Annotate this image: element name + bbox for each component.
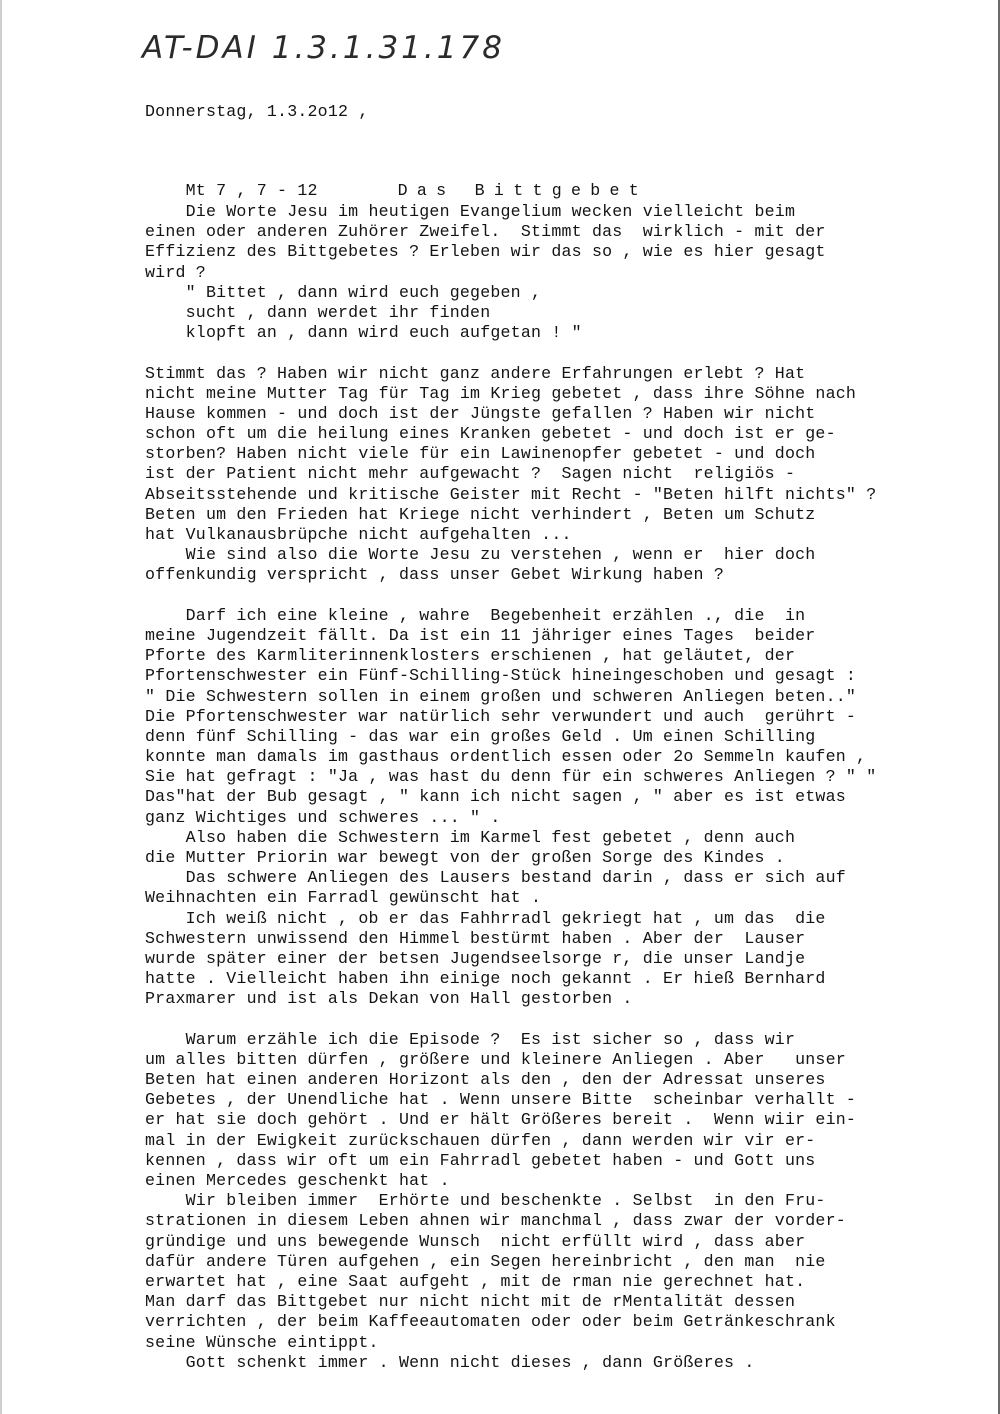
- archive-reference-handwritten: AT-DAI 1.3.1.31.178: [142, 30, 505, 66]
- text-line: " Bittet , dann wird euch gegeben ,: [145, 282, 542, 302]
- text-line: " Die Schwestern sollen in einem großen und schweren Anliegen beten..": [145, 686, 857, 706]
- text-line: einen Mercedes geschenkt hat .: [145, 1171, 450, 1190]
- scripture-reference: Mt 7 , 7 - 12: [185, 181, 318, 200]
- text-line: Das schwere Anliegen des Lausers bestand darin , dass er sich auf: [145, 868, 846, 888]
- date-line: Donnerstag, 1.3.2o12 ,: [145, 102, 369, 121]
- text-line: Ich weiß nicht , ob er das Fahhrradl gekriegt hat , um das die: [145, 908, 826, 928]
- text-line: meine Jugendzeit fällt. Da ist ein 11 jähriger eines Tages beider: [145, 625, 816, 645]
- document-body: [145, 202, 876, 1373]
- text-line: wird ?: [145, 262, 206, 282]
- text-line: schon oft um die heilung eines Kranken gebetet - und doch ist er ge-: [145, 424, 836, 444]
- text-line: Gott schenkt immer . Wenn nicht dieses , dann Größeres .: [145, 1352, 755, 1372]
- text-line: wurde später einer der betsen Jugendseelsorge r, die unser Landje: [145, 948, 806, 968]
- text-line: Wir bleiben immer Erhörte und beschenkte . Selbst in den Fru-: [145, 1191, 826, 1211]
- text-line: Beten hat einen anderen Horizont als den , den der Adressat unseres: [145, 1070, 826, 1090]
- text-line: einen oder anderen Zuhörer Zweifel. Stimmt das wirklich - mit der: [145, 222, 826, 242]
- text-line: Effizienz des Bittgebetes ? Erleben wir das so , wie es hier gesagt: [145, 242, 826, 262]
- text-line: Weihnachten ein Farradl gewünscht hat .: [145, 888, 542, 908]
- text-line: Sie hat gefragt : "Ja , was hast du denn für ein schweres Anliegen ? " ": [145, 767, 877, 787]
- text-line: sucht , dann werdet ihr finden: [145, 302, 491, 322]
- text-line: denn fünf Schilling - das war ein großes Geld . Um einen Schilling: [145, 726, 816, 746]
- text-line: verrichten , der beim Kaffeeautomaten oder oder beim Getränkeschrank: [145, 1312, 836, 1332]
- text-line: klopft an , dann wird euch aufgetan ! ": [145, 323, 582, 343]
- paragraph: [145, 202, 876, 343]
- text-line: konnte man damals im gasthaus ordentlich essen oder 2o Semmeln kaufen ,: [145, 747, 867, 767]
- text-line: hatte . Vielleicht haben ihn einige noch gekannt . Er hieß Bernhard: [145, 969, 826, 989]
- text-line: Praxmarer und ist als Dekan von Hall gestorben .: [145, 989, 633, 1009]
- text-line: Beten um den Frieden hat Kriege nicht verhindert , Beten um Schutz: [145, 504, 816, 524]
- text-line: nicht meine Mutter Tag für Tag im Krieg gebetet , dass ihre Söhne nach: [145, 383, 857, 403]
- paragraph-spacer: [145, 586, 876, 606]
- text-line: dafür andere Türen aufgehen , ein Segen hereinbricht , den man nie: [145, 1251, 826, 1271]
- text-line: Abseitsstehende und kritische Geister mit Recht - "Beten hilft nichts" ?: [145, 484, 877, 504]
- text-line: strationen in diesem Leben ahnen wir manchmal , dass zwar der vorder-: [145, 1211, 846, 1231]
- text-line: Gebetes , der Unendliche hat . Wenn unsere Bitte scheinbar verhallt -: [145, 1090, 857, 1110]
- text-line: ganz Wichtiges und schweres ... " .: [145, 807, 501, 827]
- text-line: Schwestern unwissend den Himmel bestürmt haben . Aber der Lauser: [145, 928, 806, 948]
- text-line: die Mutter Priorin war bewegt von der großen Sorge des Kindes .: [145, 848, 785, 867]
- text-line: offenkundig verspricht , dass unser Gebet Wirkung haben ?: [145, 565, 724, 585]
- text-line: kennen , dass wir oft um ein Fahrradl gebetet haben - und Gott uns: [145, 1150, 816, 1170]
- paragraph: [145, 364, 876, 586]
- text-line: ist der Patient nicht mehr aufgewacht ? Sagen nicht religiös -: [145, 464, 796, 484]
- text-line: Wie sind also die Worte Jesu zu verstehen , wenn er hier doch: [145, 545, 816, 565]
- text-line: gründige und uns bewegende Wunsch nicht erfüllt wird , dass aber: [145, 1231, 806, 1251]
- text-line: Die Pfortenschwester war natürlich sehr verwundert und auch gerührt -: [145, 706, 857, 726]
- paragraph-spacer: [145, 343, 876, 363]
- text-line: Das"hat der Bub gesagt , " kann ich nicht sagen , " aber es ist etwas: [145, 787, 846, 807]
- text-line: Pforte des Karmliterinnenklosters erschienen , hat geläutet, der: [145, 646, 796, 666]
- text-line: Man darf das Bittgebet nur nicht nicht mit de rMentalität dessen: [145, 1292, 796, 1312]
- text-line: mal in der Ewigkeit zurückschauen dürfen , dann werden wir vir er-: [145, 1130, 816, 1150]
- text-line: seine Wünsche eintippt.: [145, 1332, 379, 1352]
- paragraph: [145, 606, 876, 1010]
- text-line: storben? Haben nicht viele für ein Lawinenopfer gebetet - und doch: [145, 444, 816, 464]
- paragraph: [145, 1030, 876, 1373]
- text-line: Also haben die Schwestern im Karmel fest gebetet , denn auch: [145, 827, 796, 847]
- text-line: um alles bitten dürfen , größere und kleinere Anliegen . Aber unser: [145, 1049, 846, 1069]
- text-line: Hause kommen - und doch ist der Jüngste gefallen ? Haben wir nicht: [145, 403, 816, 423]
- text-line: Darf ich eine kleine , wahre Begebenheit erzählen ., die in: [145, 605, 806, 625]
- title-text: Das Bittgebet: [397, 181, 648, 200]
- text-line: Stimmt das ? Haben wir nicht ganz andere Erfahrungen erlebt ? Hat: [145, 363, 806, 383]
- text-line: Die Worte Jesu im heutigen Evangelium wecken vielleicht beim: [145, 202, 796, 221]
- text-line: erwartet hat , eine Saat aufgeht , mit de rman nie gerechnet hat.: [145, 1271, 806, 1291]
- paragraph-spacer: [145, 1010, 876, 1030]
- text-line: Warum erzähle ich die Episode ? Es ist sicher so , dass wir: [145, 1029, 796, 1049]
- text-line: Pfortenschwester ein Fünf-Schilling-Stück hineingeschoben und gesagt :: [145, 666, 857, 686]
- text-line: er hat sie doch gehört . Und er hält Größeres bereit . Wenn wiir ein-: [145, 1110, 857, 1130]
- text-line: hat Vulkanausbrüpche nicht aufgehalten ...: [145, 525, 572, 544]
